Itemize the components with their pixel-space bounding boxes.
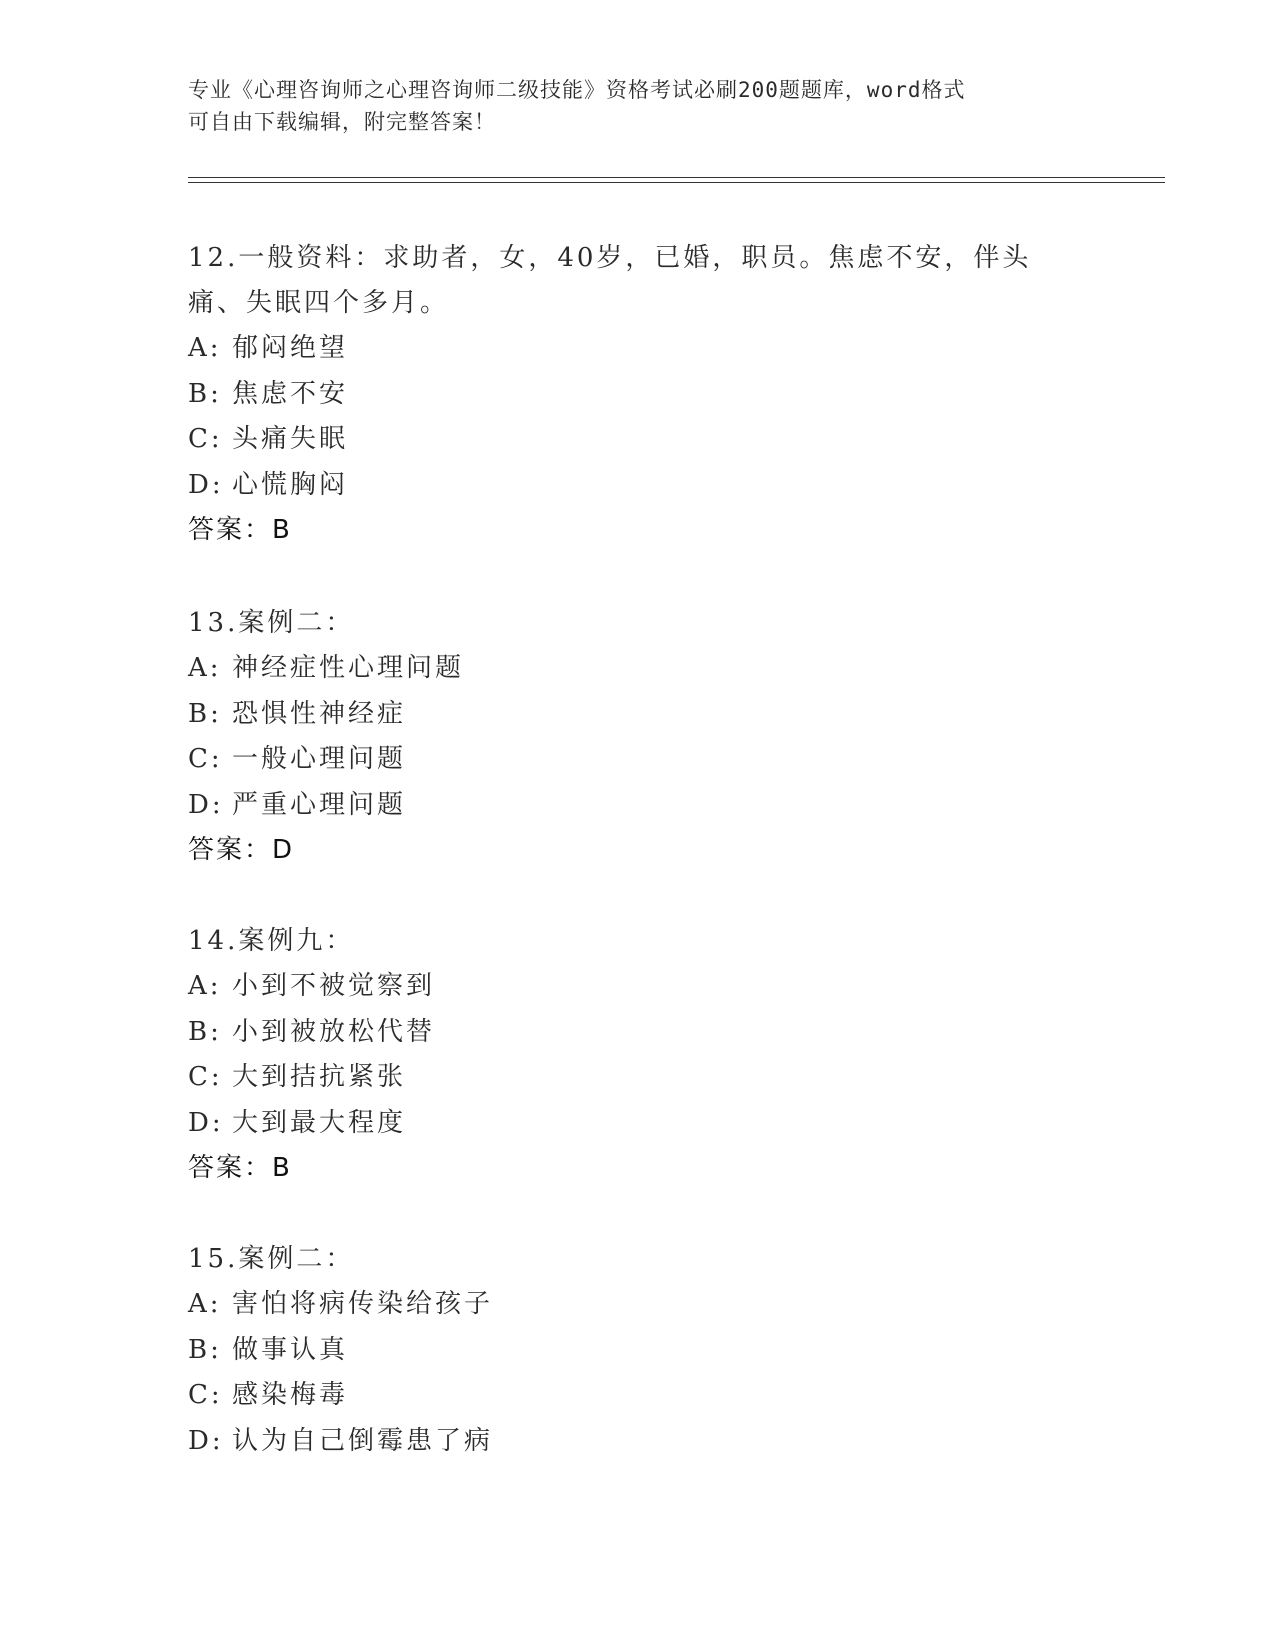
option-text: 认为自己倒霉患了病 bbox=[232, 1425, 494, 1456]
answer-line: 答案：B bbox=[188, 515, 292, 545]
option-letter: A: bbox=[188, 971, 222, 1001]
option-d bbox=[188, 1101, 1088, 1147]
option-b bbox=[188, 692, 1088, 738]
option-a bbox=[188, 326, 1088, 372]
question-14 bbox=[188, 919, 1088, 1191]
option-letter: B: bbox=[188, 1016, 222, 1047]
option-c bbox=[188, 417, 1088, 463]
option-a bbox=[188, 1282, 1088, 1328]
option-letter: D: bbox=[188, 789, 224, 820]
option-text: 一般心理问题 bbox=[232, 744, 407, 774]
option-text: 大到最大程度 bbox=[232, 1107, 407, 1138]
option-text: 小到不被觉察到 bbox=[232, 971, 436, 1001]
question-stem: 13.案例二： bbox=[188, 608, 355, 638]
question-stem: 12.一般资料：求助者，女，40岁，已婚，职员。焦虑不安，伴头痛、失眠四个多月。 bbox=[188, 243, 1032, 318]
question-stem: 14.案例九： bbox=[188, 926, 355, 956]
answer-line: 答案：B bbox=[188, 1153, 292, 1183]
option-letter: A: bbox=[188, 1289, 222, 1319]
answer-line: 答案：D bbox=[188, 835, 295, 865]
question-12 bbox=[188, 236, 1088, 553]
option-letter: A: bbox=[188, 653, 222, 683]
option-b bbox=[188, 1328, 1088, 1374]
header-line-1: 专业《心理咨询师之心理咨询师二级技能》资格考试必刷200题题库，word格式 bbox=[188, 78, 966, 102]
option-text: 心慌胸闷 bbox=[232, 469, 349, 500]
option-letter: D: bbox=[188, 1425, 224, 1456]
option-text: 害怕将病传染给孩子 bbox=[232, 1289, 494, 1319]
option-b bbox=[188, 1010, 1088, 1056]
header-divider-bottom bbox=[188, 182, 1165, 183]
option-d bbox=[188, 1419, 1088, 1465]
option-text: 神经症性心理问题 bbox=[232, 653, 465, 683]
option-text: 恐惧性神经症 bbox=[232, 698, 407, 729]
option-letter: B: bbox=[188, 378, 222, 409]
option-letter: C: bbox=[188, 424, 223, 454]
option-letter: C: bbox=[188, 744, 223, 774]
option-text: 小到被放松代替 bbox=[232, 1016, 436, 1047]
option-letter: D: bbox=[188, 1107, 224, 1138]
option-c bbox=[188, 1373, 1088, 1419]
option-text: 严重心理问题 bbox=[232, 789, 407, 820]
option-b bbox=[188, 372, 1088, 418]
option-text: 郁闷绝望 bbox=[232, 333, 349, 363]
option-d bbox=[188, 783, 1088, 829]
option-a bbox=[188, 964, 1088, 1010]
question-15 bbox=[188, 1237, 1088, 1464]
option-a bbox=[188, 646, 1088, 692]
option-text: 焦虑不安 bbox=[232, 378, 349, 409]
option-text: 头痛失眠 bbox=[232, 424, 349, 454]
option-letter: D: bbox=[188, 469, 224, 500]
option-letter: A: bbox=[188, 333, 222, 363]
document-header bbox=[188, 74, 1088, 138]
question-13 bbox=[188, 601, 1088, 873]
header-divider-top bbox=[188, 177, 1165, 178]
option-letter: B: bbox=[188, 698, 222, 729]
option-letter: B: bbox=[188, 1334, 222, 1365]
header-line-2: 可自由下载编辑，附完整答案！ bbox=[188, 110, 496, 134]
option-letter: C: bbox=[188, 1062, 223, 1092]
option-letter: C: bbox=[188, 1380, 223, 1410]
question-stem: 15.案例二： bbox=[188, 1244, 355, 1274]
option-d bbox=[188, 463, 1088, 509]
option-c bbox=[188, 1055, 1088, 1101]
option-text: 做事认真 bbox=[232, 1334, 349, 1365]
option-text: 大到拮抗紧张 bbox=[232, 1062, 407, 1092]
option-c bbox=[188, 737, 1088, 783]
option-text: 感染梅毒 bbox=[232, 1380, 349, 1410]
